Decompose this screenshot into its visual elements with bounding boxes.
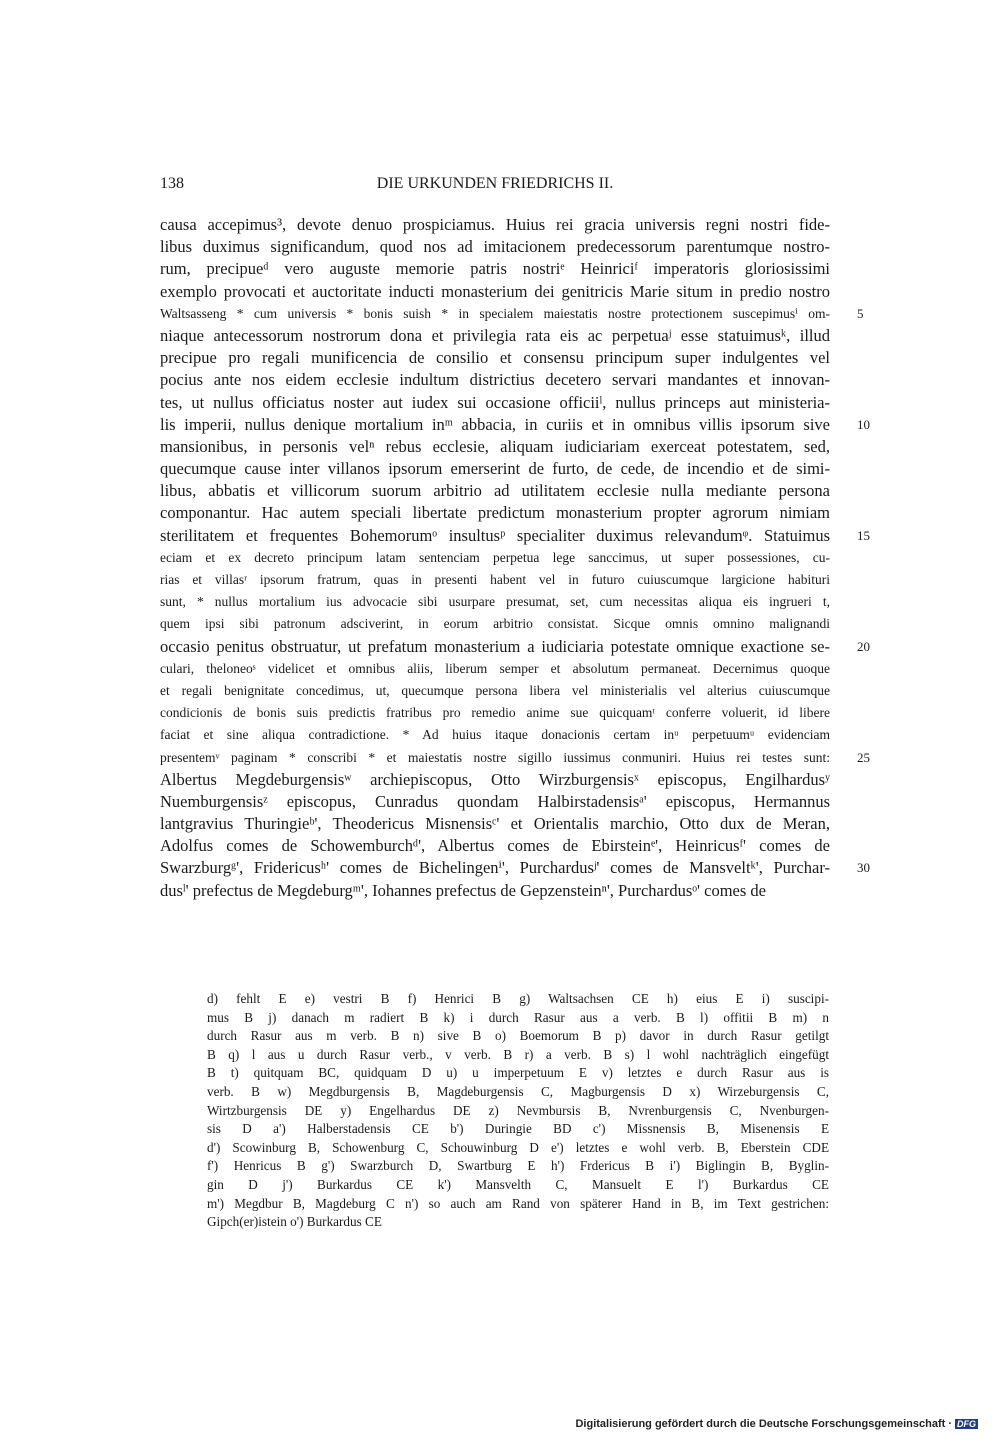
text-line-content: Waltsasseng * cum universis * bonis suish * in specialem maiestatis nostre protectionem suscepimusⁱ om- xyxy=(160,305,830,321)
line-number: 20 xyxy=(857,638,870,654)
text-line-content: libus, abbatis et villicorum suorum arbitrio ad utilitatem ecclesie nulla mediante persona xyxy=(160,481,830,501)
footnote-line: B q) l aus u durch Rasur verb., v verb. B r) a verb. B s) l wohl nachträglich eingefügt xyxy=(207,1046,829,1062)
text-line-content: rum, precipueᵈ vero auguste memorie patris nostriᵉ Heinriciᶠ imperatoris gloriosissimi xyxy=(160,259,830,279)
text-line-content: pocius ante nos eidem ecclesie indultum districtius decetero servari mandantes et innovan- xyxy=(160,370,830,390)
text-line-content: Swarzburgᵍ', Fridericusʰ' comes de Bichelingenⁱ', Purchardusʲ' comes de Mansveltᵏ', Purchar- xyxy=(160,858,830,878)
line-number: 25 xyxy=(857,749,870,765)
footnote-line: d) fehlt E e) vestri B f) Henrici B g) Waltsachsen CE h) eius E i) suscipi- xyxy=(207,991,829,1006)
text-line xyxy=(160,436,830,458)
text-line xyxy=(160,392,830,414)
text-line xyxy=(160,347,830,369)
footnote-line: d') Scowinburg B, Schowenburg C, Schouwinburg D e') letztes e wohl verb. B, Eberstein CDE xyxy=(207,1139,829,1155)
text-line-content: precipue pro regali munificencia de consilio et consensu principum super indulgentes vel xyxy=(160,348,830,368)
text-line-content: Albertus Megdeburgensisʷ archiepiscopus, Otto Wirzburgensisˣ episcopus, Engilhardusʸ xyxy=(160,769,830,789)
text-line-content: faciat et sine aliqua contradictione. * Ad huius itaque donacionis certam inᵘ perpetuumᵘ evidenciam xyxy=(160,727,830,743)
footer-text: Digitalisierung gefördert durch die Deutsche Forschungsgemeinschaft · xyxy=(575,1418,952,1430)
text-line xyxy=(160,258,830,280)
footnote-line: m') Megdbur B, Magdeburg C n') so auch am Rand von späterer Hand in B, im Text gestrichen: xyxy=(207,1195,829,1211)
text-line-content: et regali benignitate concedimus, ut, quecumque persona libera vel ministerialis vel alterius cuiuscumque xyxy=(160,682,830,698)
running-title: DIE URKUNDEN FRIEDRICHS II. xyxy=(376,175,614,192)
text-line xyxy=(160,502,830,524)
text-line-content: Adolfus comes de Schowemburchᵈ', Albertus comes de Ebirsteinᵉ', Heinricusᶠ' comes de xyxy=(160,836,830,856)
line-number: 30 xyxy=(857,860,870,876)
text-line xyxy=(160,791,830,813)
text-line xyxy=(160,480,830,502)
footer xyxy=(575,1418,978,1430)
text-line-content: sterilitatem et frequentes Bohemorumᵒ insultusᵖ specialiter duximus relevandumᵠ. Statuimus xyxy=(160,525,830,545)
text-line-content: sunt, * nullus mortalium ius advocacie sibi usurpare presumat, set, cum necessitas aliqua eis ingrueri t, xyxy=(160,594,830,610)
footnote-line: sis D a') Halberstadensis CE b') Duringie BD c') Missnensis B, Misenensis E xyxy=(207,1121,829,1137)
text-line-content: dusˡ' prefectus de Megdeburgᵐ', Iohannes prefectus de Gepzensteinⁿ', Purchardusᵒ' comes de xyxy=(160,880,766,900)
text-line xyxy=(160,769,830,791)
text-line xyxy=(160,303,864,325)
page-header xyxy=(160,175,830,197)
text-line-content: rias et villasʳ ipsorum fratrum, quas in presenti habent vel in futuro cuiuscumque largicione habituri xyxy=(160,572,830,587)
footnote-line: mus B j) danach m radiert B k) i durch Rasur aus a verb. B l) offitii B m) n xyxy=(207,1009,829,1025)
text-line-content: quem ipsi sibi patronum adsciverint, in eorum arbitrio consistat. Sicque omnis omnino malignandi xyxy=(160,616,830,632)
text-line-content: presentemᵛ paginam * conscribi * et maiestatis nostre sigillo iussimus conmuniri. Huius rei testes sunt: xyxy=(160,749,830,765)
footnote-line: durch Rasur aus m verb. B n) sive B o) Boemorum B p) davor in durch Rasur getilgt xyxy=(207,1028,829,1044)
text-line xyxy=(160,724,830,746)
text-line xyxy=(160,636,870,658)
text-line xyxy=(160,369,830,391)
text-line xyxy=(160,325,830,347)
text-line xyxy=(160,680,830,702)
text-line-content: tes, ut nullus officiatus noster aut iudex sui occasione officiiˡ, nullus princeps aut ministeria- xyxy=(160,392,830,412)
line-number: 10 xyxy=(857,416,870,432)
footnote-line: B t) quitquam BC, quidquam D u) u imperpetuum E v) letztes e durch Rasur aus is xyxy=(207,1065,829,1081)
text-line xyxy=(160,613,830,635)
dfg-logo: DFG xyxy=(957,1419,976,1429)
footnote-line: f') Henricus B g') Swarzburch D, Swartburg E h') Frdericus B i') Biglingin B, Byglin- xyxy=(207,1158,829,1174)
text-line-content: Nuemburgensisᶻ episcopus, Cunradus quondam Halbirstadensisᵃ' episcopus, Hermannus xyxy=(160,791,830,811)
text-line-content: occasio penitus obstruatur, ut prefatum monasterium a iudiciaria potestate omnique exactione se- xyxy=(160,636,830,656)
text-line-content: niaque antecessorum nostrorum dona et privilegia rata eis ac perpetuaʲ esse statuimusᵏ, illud xyxy=(160,325,830,345)
text-line xyxy=(160,281,830,303)
text-line xyxy=(160,857,870,879)
text-line-content: mansionibus, in personis velⁿ rebus ecclesie, aliquam iudiciariam exerceat potestatem, sed, xyxy=(160,436,830,456)
text-line xyxy=(160,214,830,236)
text-line xyxy=(160,702,830,724)
footnote-line: verb. B w) Megdburgensis B, Magdeburgensis C, Magburgensis D x) Wirzeburgensis C, xyxy=(207,1083,829,1099)
text-line-content: quecumque cause inter villanos ipsorum emerserint de furto, de cede, de incendio et de simi- xyxy=(160,459,830,479)
text-line-content: causa accepimus³, devote denuo prospiciamus. Huius rei gracia universis regni nostri fide- xyxy=(160,215,830,234)
text-line-content: exemplo provocati et auctoritate inducti monasterium dei genitricis Marie situm in predio nostro xyxy=(160,281,830,301)
footnotes xyxy=(207,990,829,1232)
text-line-content: lis imperii, nullus denique mortalium inᵐ abbacia, in curiis et in omnibus villis ipsorum sive xyxy=(160,414,830,434)
page-number: 138 xyxy=(160,175,184,192)
text-line-content: lantgravius Thuringieᵇ', Theodericus Misnensisᶜ' et Orientalis marchio, Otto dux de Meran, xyxy=(160,814,830,834)
text-line xyxy=(160,569,830,591)
text-line xyxy=(160,414,870,436)
text-line xyxy=(160,525,870,547)
text-line xyxy=(160,591,830,613)
footnote-line: gin D j') Burkardus CE k') Mansvelth C, Mansuelt E l') Burkardus CE xyxy=(207,1176,829,1192)
text-line xyxy=(160,458,830,480)
text-line-content: eciam et ex decreto principum latam sentenciam perpetua lege sanccimus, ut super possessiones, cu- xyxy=(160,549,830,565)
text-line xyxy=(160,747,870,769)
text-line xyxy=(160,547,830,569)
footnote-line: Wirtzburgensis DE y) Engelhardus DE z) Nevmbursis B, Nvrenburgensis C, Nvenburgen- xyxy=(207,1102,829,1118)
text-line-content: componantur. Hac autem speciali libertate predictum monasterium propter agrorum nimiam xyxy=(160,503,830,523)
main-text xyxy=(160,214,870,902)
footnote-line: Gipch(er)istein o') Burkardus CE xyxy=(207,1214,382,1230)
text-line-content: culari, theloneoˢ videlicet et omnibus aliis, liberum semper et absolutum permaneat. Decernimus quoque xyxy=(160,660,830,676)
line-number: 5 xyxy=(857,305,864,321)
line-number: 15 xyxy=(857,527,870,543)
text-line-content: condicionis de bonis suis predictis fratribus pro remedio anime sue quicquamᵗ conferre voluerit, id libere xyxy=(160,705,830,721)
text-line xyxy=(160,835,830,857)
text-line-content: libus duximus significandum, quod nos ad imitacionem predecessorum parentumque nostro- xyxy=(160,237,830,257)
text-line xyxy=(160,658,830,680)
text-line xyxy=(160,880,830,902)
text-line xyxy=(160,813,830,835)
text-line xyxy=(160,236,830,258)
